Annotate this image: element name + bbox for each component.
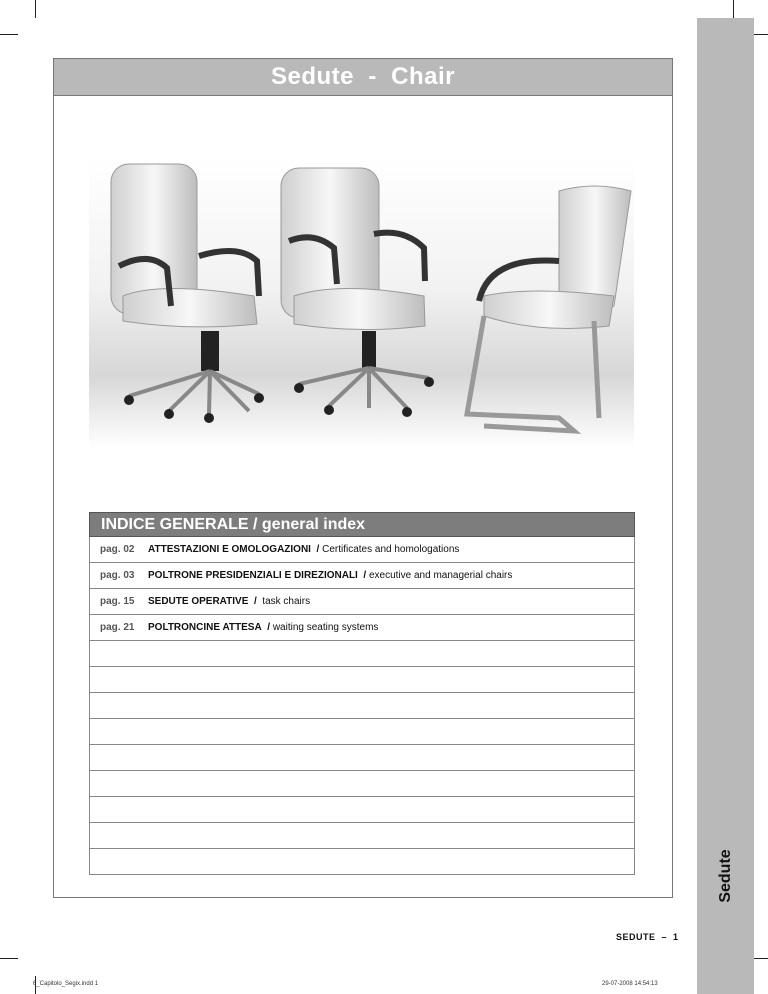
index-separator: / [248,596,263,607]
crop-mark [733,0,734,18]
index-title-en: executive and managerial chairs [368,570,513,581]
index-row-empty [89,797,635,823]
index-page-number: pag. 15 [100,596,135,607]
page-title: Sedute - Chair [270,63,456,90]
title-bar [53,58,673,96]
empty-rows [89,641,635,875]
index-title-it: POLTRONE PRESIDENZIALI E DIREZIONALI [148,570,358,581]
crop-mark [0,958,18,959]
side-tab [697,18,754,994]
side-tab-label: Sedute [717,849,734,903]
index-title-it: SEDUTE OPERATIVE [148,596,249,607]
index-row [89,615,635,641]
chairs-photo [89,156,634,448]
index-row-empty [89,823,635,849]
index-row-empty [89,641,635,667]
index-separator: / [310,544,323,555]
index-row-empty [89,849,635,875]
file-name: 6_Capitolo_Segix.indd 1 [33,981,99,987]
crop-mark [0,34,18,35]
index-separator: / [261,622,273,633]
index-row [89,589,635,615]
index-page-number: pag. 21 [100,622,135,633]
index-separator: / [357,570,369,581]
index-title-it: ATTESTAZIONI E OMOLOGAZIONI [148,544,311,555]
index-row-empty [89,771,635,797]
index-row-empty [89,667,635,693]
index-title-it: POLTRONCINE ATTESA [148,622,262,633]
index-title-en: waiting seating systems [272,622,379,633]
footer-page-label: SEDUTE – 1 [616,932,679,942]
index-row-empty [89,719,635,745]
index-row [89,563,635,589]
index-title: INDICE GENERALE / general index [101,515,366,533]
index-row [89,537,635,563]
index-row-empty [89,693,635,719]
index-row-empty [89,745,635,771]
index-page-number: pag. 03 [100,570,135,581]
index-title-en: task chairs [262,596,311,607]
print-timestamp: 29-07-2008 14:54:13 [602,981,658,987]
crop-mark [35,0,36,18]
index-title-en: Certificates and homologations [322,544,460,555]
index-header [89,512,635,537]
index-page-number: pag. 02 [100,544,135,555]
general-index [89,512,635,875]
